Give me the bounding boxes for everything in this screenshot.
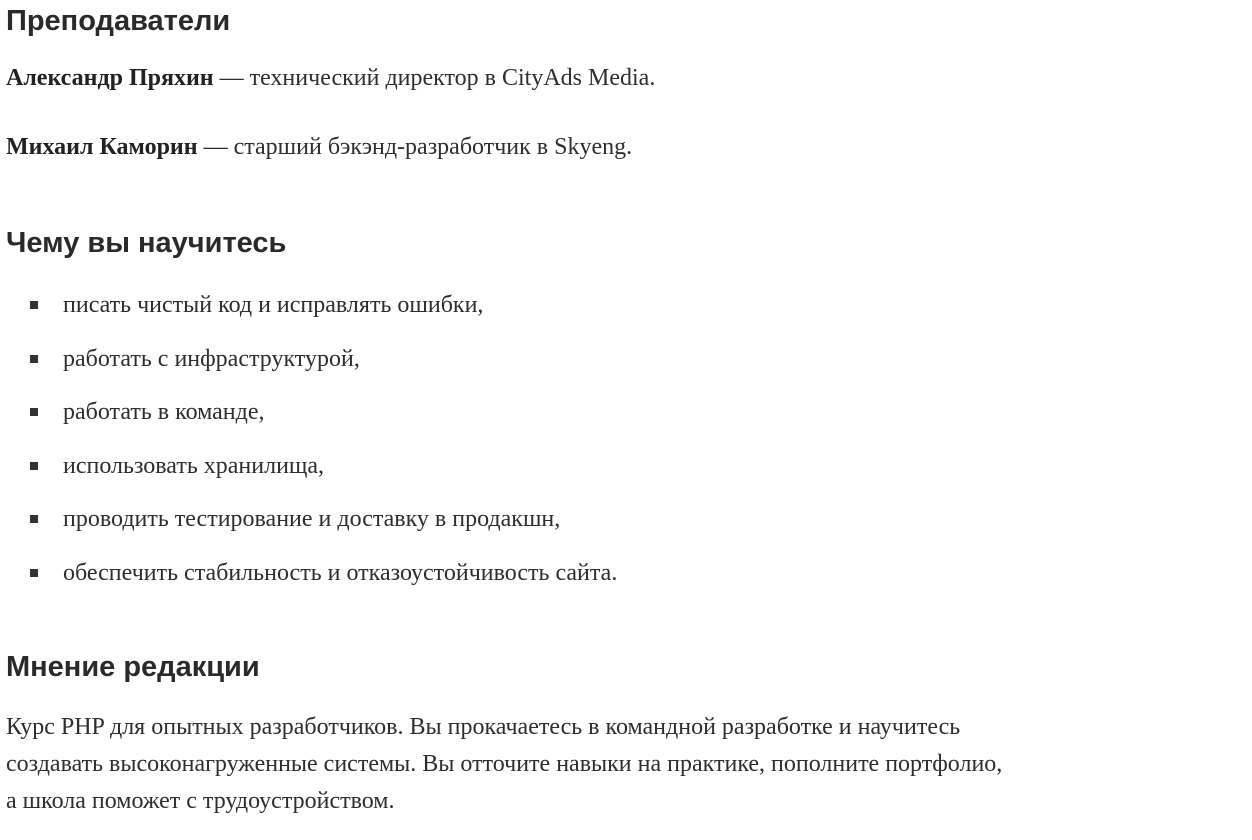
square-bullet-icon bbox=[30, 569, 38, 577]
square-bullet-icon bbox=[30, 355, 38, 363]
list-item bbox=[30, 556, 617, 610]
square-bullet-icon bbox=[30, 462, 38, 470]
square-bullet-icon bbox=[30, 301, 38, 309]
square-bullet-icon bbox=[30, 515, 38, 523]
list-item bbox=[30, 288, 617, 342]
list-item-text: работать в команде, bbox=[63, 399, 265, 426]
list-item-text: работать с инфраструктурой, bbox=[63, 345, 360, 372]
teacher-name: Михаил Каморин bbox=[6, 134, 198, 160]
list-item bbox=[30, 395, 617, 449]
teacher-separator: — bbox=[197, 134, 234, 160]
editorial-line: Курс PHP для опытных разработчиков. Вы прокачаетесь в командной разработке и научитесь bbox=[6, 714, 961, 740]
editorial-line: а школа поможет с трудоустройством. bbox=[6, 788, 395, 814]
list-item-text: использовать хранилища, bbox=[63, 452, 325, 479]
list-item-text: проводить тестирование и доставку в продакшн, bbox=[63, 506, 561, 533]
skills-heading: Чему вы научитесь bbox=[6, 227, 287, 259]
teacher-role: старший бэкэнд-разработчик в Skyeng. bbox=[233, 134, 633, 160]
teachers-heading: Преподаватели bbox=[6, 5, 231, 37]
list-item bbox=[30, 502, 617, 556]
teacher-role: технический директор в CityAds Media. bbox=[249, 65, 656, 91]
list-item bbox=[30, 449, 617, 503]
editorial-paragraph bbox=[6, 709, 1246, 820]
teacher-name: Александр Пряхин bbox=[6, 65, 214, 91]
editorial-heading: Мнение редакции bbox=[6, 651, 260, 683]
skills-list bbox=[30, 288, 617, 610]
teacher-separator: — bbox=[213, 65, 250, 91]
teacher-item bbox=[6, 64, 655, 93]
list-item bbox=[30, 342, 617, 396]
editorial-line: создавать высоконагруженные системы. Вы отточите навыки на практике, пополните портфолио, bbox=[6, 751, 1003, 777]
list-item-text: обеспечить стабильность и отказоустойчивость сайта. bbox=[63, 559, 618, 586]
teacher-item bbox=[6, 133, 632, 162]
list-item-text: писать чистый код и исправлять ошибки, bbox=[63, 292, 484, 318]
square-bullet-icon bbox=[30, 408, 38, 416]
